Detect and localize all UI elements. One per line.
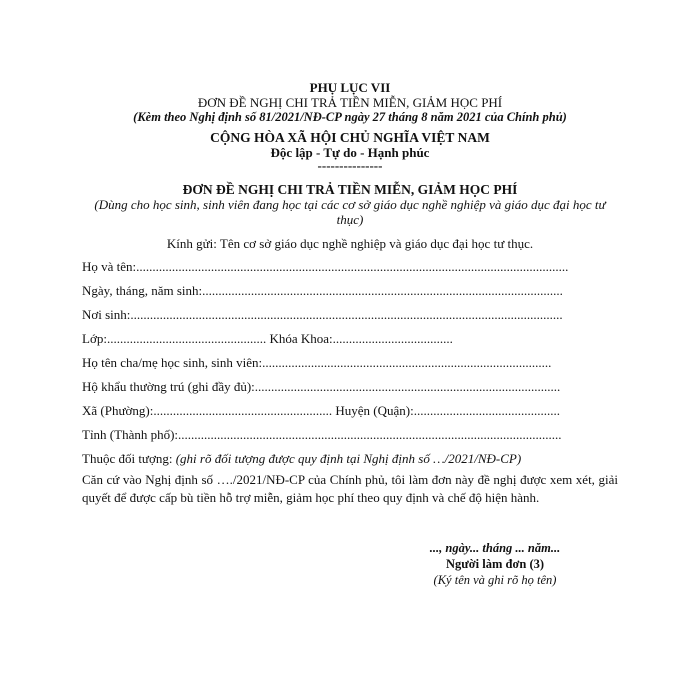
province-field[interactable] bbox=[82, 427, 618, 443]
commune-district-field[interactable] bbox=[82, 403, 618, 419]
residence-field[interactable] bbox=[82, 379, 618, 395]
class-course-faculty-field[interactable] bbox=[82, 331, 618, 347]
application-form bbox=[82, 80, 618, 507]
applicant-label: Người làm đơn (3) bbox=[445, 557, 545, 571]
national-motto: Độc lập - Tự do - Hạnh phúc bbox=[270, 145, 430, 160]
subject-field bbox=[82, 451, 618, 467]
course-label: Khóa bbox=[269, 331, 298, 346]
full-name-label: Họ và tên: bbox=[82, 259, 137, 274]
country-name: CỘNG HÒA XÃ HỘI CHỦ NGHĨA VIỆT NAM bbox=[210, 130, 490, 145]
signature-instruction: (Ký tên và ghi rõ họ tên) bbox=[433, 573, 557, 587]
parent-name-dots: ......................................................................................... bbox=[262, 355, 552, 370]
class-dots: ................................................. bbox=[106, 331, 267, 346]
subject-label: Thuộc đối tượng: bbox=[82, 451, 173, 466]
full-name-field[interactable] bbox=[82, 259, 618, 275]
province-dots: ...................................................................................................................... bbox=[178, 427, 562, 442]
province-label: Tỉnh (Thành phố): bbox=[82, 427, 179, 442]
commune-dots: ....................................................... bbox=[153, 403, 333, 418]
form-title-top: ĐƠN ĐỀ NGHỊ CHI TRẢ TIỀN MIỄN, GIẢM HỌC PHÍ bbox=[197, 95, 503, 110]
request-paragraph: Căn cứ vào Nghị định số …./2021/NĐ-CP của Chính phủ, tôi làm đơn này đề nghị được xem xét, giải quyết để được cấp bù tiền hỗ trợ miễn, giảm học phí theo quy định và chế độ hiện hành. bbox=[82, 472, 618, 505]
form-title: ĐƠN ĐỀ NGHỊ CHI TRẢ TIỀN MIỄN, GIẢM HỌC PHÍ bbox=[182, 182, 518, 197]
district-dots: ............................................. bbox=[413, 403, 560, 418]
birthplace-field[interactable] bbox=[82, 307, 618, 323]
dob-label: Ngày, tháng, năm sinh: bbox=[82, 283, 203, 298]
district-label: Huyện (Quận): bbox=[335, 403, 414, 418]
birthplace-dots: ..................................................................................................................................... bbox=[130, 307, 563, 322]
dob-field[interactable] bbox=[82, 283, 618, 299]
date-line: ..., ngày... tháng ... năm... bbox=[429, 541, 561, 555]
addressee-line: Kính gửi: Tên cơ sở giáo dục nghề nghiệp và giáo dục đại học tư thục. bbox=[166, 236, 534, 251]
signature-block bbox=[400, 540, 590, 588]
faculty-dots: ..................................... bbox=[332, 331, 453, 346]
appendix-label: PHỤ LỤC VII bbox=[309, 80, 391, 95]
decree-reference: (Kèm theo Nghị định số 81/2021/NĐ-CP ngày 27 tháng 8 năm 2021 của Chính phủ) bbox=[133, 110, 567, 124]
commune-label: Xã (Phường): bbox=[82, 403, 154, 418]
birthplace-label: Nơi sinh: bbox=[82, 307, 131, 322]
residence-label: Hộ khẩu thường trú (ghi đầy đủ): bbox=[82, 379, 255, 394]
subject-hint: (ghi rõ đối tượng được quy định tại Nghị định số …/2021/NĐ-CP) bbox=[175, 451, 522, 466]
parent-name-label: Họ tên cha/mẹ học sinh, sinh viên: bbox=[82, 355, 263, 370]
dob-dots: ............................................................................................................... bbox=[202, 283, 563, 298]
parent-name-field[interactable] bbox=[82, 355, 618, 371]
faculty-label: Khoa: bbox=[300, 331, 333, 346]
class-label: Lớp: bbox=[82, 331, 107, 346]
form-subtitle: (Dùng cho học sinh, sinh viên đang học tại các cơ sở giáo dục nghề nghiệp và giáo dục đại học tư thục) bbox=[94, 197, 606, 227]
residence-dots: .............................................................................................. bbox=[254, 379, 561, 394]
full-name-dots: ..................................................................................................................................... bbox=[136, 259, 569, 274]
header-separator: --------------- bbox=[317, 158, 383, 173]
